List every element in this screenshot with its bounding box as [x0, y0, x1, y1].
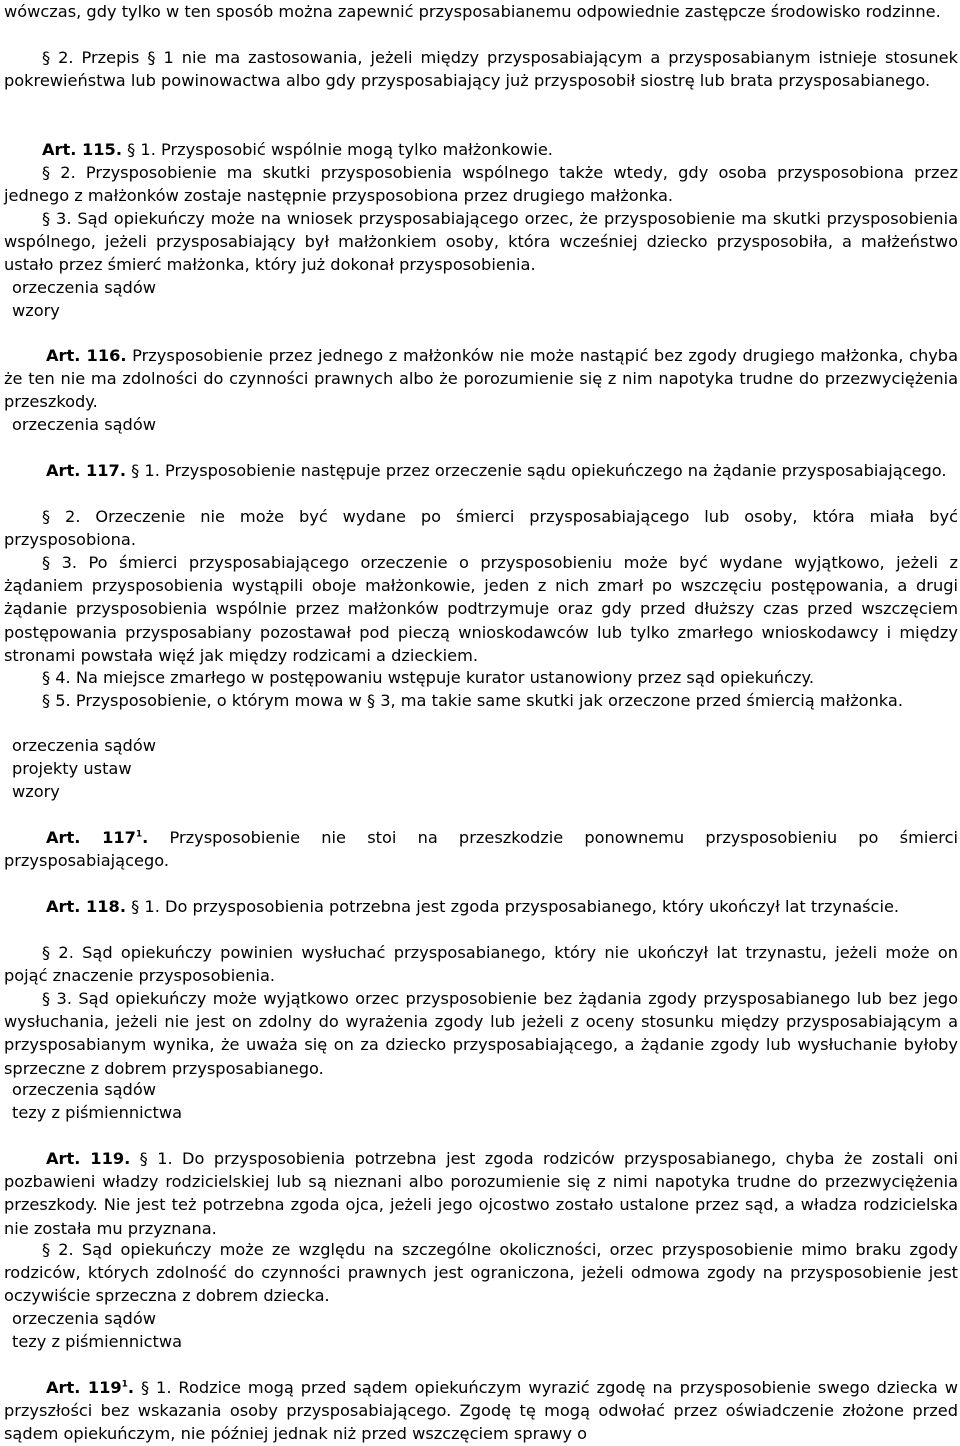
section-link[interactable]: § 2. — [42, 48, 74, 67]
section-link[interactable]: § — [131, 897, 140, 916]
article-119-1-sup: Art. $119^1$. § 1. Rodzice mogą przed sądem opiekuńczym wyrazić zgodę na przysposobienie swego dziecka w przyszłości bez wskazania osoby przysposabiającego. Zgodę tę mogą odwołać przez oświadczenie złożone przed sądem opiekuńczym, nie później jednak niż przed wszczęciem sprawy o — [4, 1378, 958, 1444]
article-115-1: Art. 115. § 1. Przysposobić wspólnie mogą tylko małżonkowie. — [42, 140, 553, 159]
article-label: Art. $119^1$. — [46, 1378, 135, 1397]
section-link[interactable]: § — [42, 209, 51, 228]
section-link[interactable]: § — [131, 461, 140, 480]
article-118-1: Art. 118. § 1. Do przysposobienia potrzebna jest zgoda przysposabianego, który ukończył lat trzynaście. — [46, 897, 900, 916]
article-119-2: § 2. Sąd opiekuńczy może ze względu na szczególne okoliczności, orzec przysposobienie mimo braku zgody rodziców, których zdolność do czynności prawnych jest ograniczona, jeżeli odmowa zgody na przysposobienie jest oczywiście sprzeczna z dobrem dziecka. — [4, 1240, 958, 1306]
article-117-2: § 2. Orzeczenie nie może być wydane po śmierci przysposabiającego lub osoby, która miała być przysposobiona. — [4, 507, 958, 550]
section-link[interactable]: § — [42, 163, 51, 182]
orzeczenia-link[interactable]: orzeczenia sądów — [12, 278, 156, 297]
paragraph-continuation: wówczas, gdy tylko w ten sposób można zapewnić przysposabianemu odpowiednie zastępcze środowisko rodzinne. — [4, 2, 941, 21]
article-117-3: § 3. Po śmierci przysposabiającego orzeczenie o przysposobieniu może być wydane wyjątkowo, jeżeli z żądaniem przysposobienia wystąpili oboje małżonkowie, jeden z nich zmarł po wszczęciu postępowania, a drugi żądanie przysposobienia wspólnie przez małżonków podtrzymuje oraz gdy przed dłuższy czas przed wszczęciem postępowania przysposabiany pozostawał pod pieczą wnioskodawców lub tylko zmarłego wnioskodawcy i między stronami powstała więź jak między rodzicami a dzieckiem. — [4, 553, 959, 665]
article-115-3: § 3. Sąd opiekuńczy może na wniosek przysposabiającego orzec, że przysposobienie ma skutki przysposobienia wspólnego, jeżeli przysposabiający był małżonkiem osoby, która wcześniej dziecko przysposobiła, a małżeństwo ustało przez śmierć małżonka, który już dokonał przysposobienia. — [4, 209, 958, 275]
wzory-link[interactable]: wzory — [12, 782, 60, 801]
section-link[interactable]: § — [42, 989, 51, 1008]
article-118-3: § 3. Sąd opiekuńczy może wyjątkowo orzec przysposobienie bez żądania zgody przysposabianego lub bez jego wysłuchania, jeżeli nie jest on zdolny do wyrażenia zgody lub jeżeli z oceny stosunku między przysposabiającym a przysposabianym wynika, że uważa się on za dziecko przysposabiającego, a żądanie zgody lub wysłuchanie byłoby sprzeczne z dobrem przysposabianego. — [4, 989, 958, 1078]
article-117-5: § 5. Przysposobienie, o którym mowa w § 3, ma takie same skutki jak orzeczone przed śmiercią małżonka. — [42, 691, 903, 710]
article-label: Art. $117^1$. — [46, 828, 149, 847]
article-119-1: Art. 119. § 1. Do przysposobienia potrzebna jest zgoda rodziców przysposabianego, chyba że zostali oni pozbawieni władzy rodzicielskiej lub są nieznani albo porozumienie się z nimi napotyka trudne do przezwyciężenia przeszkody. Nie jest też potrzebna zgoda ojca, jeżeli jego ojcostwo zostało ustalone przez sąd, a władza rodzicielska nie została mu przyznana. — [4, 1149, 958, 1238]
article-label: Art. 115. — [42, 140, 122, 159]
article-117-1: Art. 117. § 1. Przysposobienie następuje przez orzeczenie sądu opiekuńczego na żądanie przysposabiającego. — [46, 461, 947, 480]
article-label: Art. 116. — [46, 346, 127, 365]
orzeczenia-link[interactable]: orzeczenia sądów — [12, 736, 156, 755]
tezy-link[interactable]: tezy z piśmiennictwa — [12, 1103, 183, 1122]
section-link[interactable]: § — [42, 943, 51, 962]
section-ref-link[interactable]: § 1 — [147, 48, 174, 67]
section-link[interactable]: § — [141, 1378, 150, 1397]
article-115-2: § 2. Przysposobienie ma skutki przysposobienia wspólnego także wtedy, gdy osoba przysposobiona przez jednego z małżonków zostaje następnie przysposobiona przez drugiego małżonka. — [4, 163, 958, 206]
section-link[interactable]: § — [42, 553, 51, 572]
tezy-link[interactable]: tezy z piśmiennictwa — [12, 1332, 183, 1351]
article-116: Art. 116. Przysposobienie przez jednego z małżonków nie może nastąpić bez zgody drugiego małżonka, chyba że ten nie ma zdolności do czynności prawnych albo że porozumienie się z nim napotyka trudne do przezwyciężenia przeszkody. — [4, 346, 958, 412]
section-link[interactable]: § — [42, 691, 51, 710]
article-label: Art. 119. — [46, 1149, 131, 1168]
article-117-4: § 4. Na miejsce zmarłego w postępowaniu wstępuje kurator ustanowiony przez sąd opiekuńczy. — [42, 668, 814, 687]
section-link[interactable]: § — [42, 668, 51, 687]
section-link[interactable]: § — [127, 140, 136, 159]
paragraph-114-2: § 2. Przepis § 1 nie ma zastosowania, jeżeli między przysposabiającym a przysposabianym istnieje stosunek pokrewieństwa lub powinowactwa albo gdy przysposabiający już przysposobił siostrę lub brata przysposabianego. — [4, 48, 958, 91]
orzeczenia-link[interactable]: orzeczenia sądów — [12, 415, 156, 434]
orzeczenia-link[interactable]: orzeczenia sądów — [12, 1080, 156, 1099]
section-symbol: § — [42, 48, 51, 67]
orzeczenia-link[interactable]: orzeczenia sądów — [12, 1309, 156, 1328]
wzory-link[interactable]: wzory — [12, 301, 60, 320]
section-link[interactable]: § — [42, 1240, 51, 1259]
section-ref-link[interactable]: § — [366, 691, 376, 710]
article-label: Art. 117. — [46, 461, 126, 480]
section-link[interactable]: § — [139, 1149, 148, 1168]
article-label: Art. 118. — [46, 897, 126, 916]
section-link[interactable]: § — [42, 507, 51, 526]
projekty-link[interactable]: projekty ustaw — [12, 759, 132, 778]
article-117-1-sup: Art. $117^1$. Przysposobienie nie stoi na przeszkodzie ponownemu przysposobieniu po śmierci przysposabiającego. — [4, 828, 958, 871]
article-118-2: § 2. Sąd opiekuńczy powinien wysłuchać przysposabianego, który nie ukończył lat trzynastu, jeżeli może on pojąć znaczenie przysposobienia. — [4, 943, 958, 986]
